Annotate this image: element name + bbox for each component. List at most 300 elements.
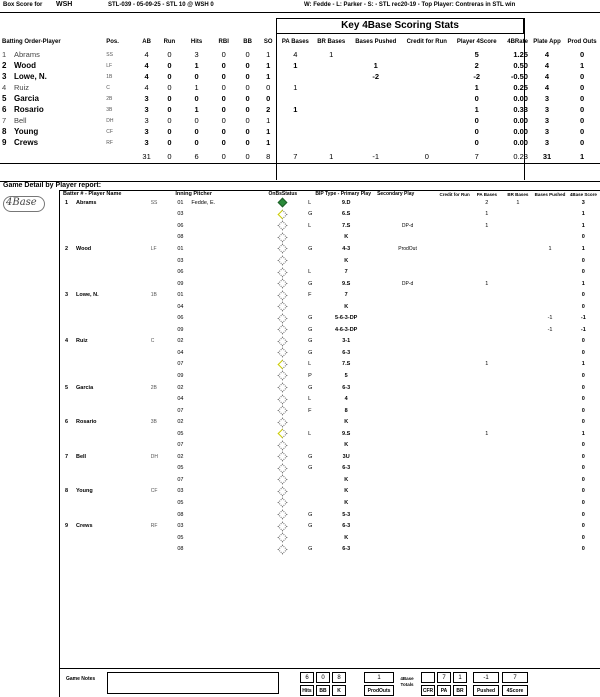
box-cell-cfr (402, 115, 452, 126)
detail-row (60, 393, 600, 405)
detail-pa (471, 520, 502, 532)
detail-play: 7 (344, 269, 348, 276)
player-name-text: Bell (14, 116, 27, 125)
box-cell-so: 1 (266, 138, 271, 147)
detail-sec: DP-d (401, 280, 414, 287)
detail-bip: G (308, 465, 313, 472)
inning-num: 03 (177, 523, 184, 530)
batting-order: 1 (2, 50, 7, 59)
totals-label: 4Base Totals (400, 676, 414, 687)
detail-cfr (438, 416, 471, 428)
detail-batter (60, 359, 149, 371)
detail-bip: L (308, 222, 312, 229)
detail-row (60, 416, 600, 428)
box-cell-pos: SS (106, 51, 113, 58)
detail-play: 3-1 (342, 338, 351, 345)
detail-br (502, 405, 533, 417)
box-cell-rbi: 0 (221, 127, 226, 136)
detail-pa (471, 255, 502, 267)
detail-br (502, 347, 533, 359)
box-cell-br (313, 126, 350, 137)
detail-batter (60, 405, 149, 417)
detail-play: 6.S (342, 211, 351, 218)
box-score-row (0, 71, 600, 82)
box-col-10: Bases Pushed (355, 39, 397, 45)
onbase-status (260, 301, 307, 313)
box-cell-pos: CF (106, 128, 113, 135)
inning-num: 02 (177, 384, 184, 391)
score-label: 4Score (502, 685, 528, 696)
box-col-12: Player 4Score (456, 39, 497, 45)
box-cell-cfr (402, 126, 452, 137)
onbase-status (260, 532, 307, 544)
detail-row (60, 532, 600, 544)
detail-sec (377, 209, 438, 221)
box-col-11: Credit for Run (406, 39, 447, 45)
base-diamond-icon (278, 232, 288, 242)
detail-pa (471, 232, 502, 244)
detail-pos (149, 405, 176, 417)
col-br: BR Bases (507, 191, 529, 197)
detail-inning (175, 532, 259, 544)
detail-cfr (438, 393, 471, 405)
box-cell-rbi: 0 (221, 138, 226, 147)
detail-cfr (438, 347, 471, 359)
inning-num: 03 (177, 211, 184, 218)
inning-num: 09 (177, 372, 184, 379)
box-cell-h: 1 (194, 83, 199, 92)
detail-batter (60, 255, 149, 267)
detail-batter (60, 266, 149, 278)
detail-pa (471, 451, 502, 463)
detail-bip: L (308, 396, 312, 403)
box-cell-bb: 0 (245, 105, 250, 114)
box-cell-ab: 3 (144, 105, 149, 114)
box-cell-rate: 0.00 (513, 138, 528, 147)
single-diamond-icon (278, 209, 288, 219)
detail-br (502, 324, 533, 336)
box-cell-so: 0 (266, 83, 271, 92)
detail-sec (377, 486, 438, 498)
detail-bip (306, 416, 315, 428)
base-diamond-icon (278, 336, 288, 346)
score-total: 7 (502, 672, 528, 683)
inning-num: 01 (177, 245, 184, 252)
detail-batter-name: Young (76, 488, 93, 495)
detail-row (60, 243, 600, 255)
game-notes-field[interactable] (107, 672, 279, 694)
pushed-total: -1 (473, 672, 499, 683)
onbase-status (260, 543, 307, 555)
onbase-status (260, 486, 307, 498)
detail-score: 1 (581, 211, 585, 218)
detail-pa (471, 474, 502, 486)
detail-sec (377, 543, 438, 555)
box-cell-r: 0 (167, 105, 172, 114)
player-name (0, 82, 104, 93)
detail-pa (471, 509, 502, 521)
box-cell-score: 0 (474, 127, 479, 136)
detail-bip (306, 439, 315, 451)
box-cell-r: 0 (167, 72, 172, 81)
single-diamond-icon (278, 429, 288, 439)
box-cell-pa: 1 (293, 105, 298, 114)
detail-bip: G (308, 245, 313, 252)
detail-push (533, 509, 566, 521)
detail-batter (60, 336, 149, 348)
inning-num: 04 (177, 396, 184, 403)
box-cell-po: 1 (579, 61, 585, 70)
detail-push (533, 370, 566, 382)
detail-inning (175, 312, 259, 324)
detail-row (60, 509, 600, 521)
detail-sec (377, 405, 438, 417)
game-detail-table (60, 191, 600, 555)
box-cell-pos: DH (106, 117, 114, 124)
detail-row (60, 336, 600, 348)
total-r: 0 (167, 152, 172, 161)
total-cfr: 0 (424, 152, 429, 161)
col-bip: BIP Type - Primary Play (315, 191, 371, 197)
box-cell-score: 0 (474, 94, 479, 103)
box-score-row (0, 49, 600, 60)
onbase-status (260, 439, 307, 451)
detail-batter (60, 393, 149, 405)
detail-play: K (344, 419, 349, 426)
player-name (0, 93, 104, 104)
detail-pa (471, 370, 502, 382)
base-diamond-icon (278, 371, 288, 381)
box-cell-app: 3 (544, 116, 550, 125)
detail-row (60, 486, 600, 498)
detail-push (533, 474, 566, 486)
box-cell-h: 0 (194, 138, 199, 147)
detail-score: 0 (581, 453, 585, 460)
batting-order: 2 (2, 61, 7, 70)
box-score-row (0, 104, 600, 115)
col-pushed: Bases Pushed (534, 191, 566, 197)
k-label: K (332, 685, 346, 696)
detail-batter (60, 382, 149, 394)
detail-push (533, 532, 566, 544)
box-cell-rbi: 0 (221, 83, 226, 92)
detail-inning (175, 209, 259, 221)
detail-inning (175, 301, 259, 313)
box-score-table (0, 35, 600, 165)
box-cell-h: 0 (194, 94, 199, 103)
detail-pos (149, 266, 176, 278)
box-cell-po: 0 (579, 127, 585, 136)
detail-bip: G (308, 211, 313, 218)
detail-bip (306, 532, 315, 544)
box-cell-bb: 0 (245, 50, 250, 59)
box-cell-pa: 4 (293, 50, 298, 59)
detail-push (533, 543, 566, 555)
base-diamond-icon (278, 440, 288, 450)
box-cell-so: 1 (266, 72, 271, 81)
detail-cfr (438, 359, 471, 371)
detail-cfr (438, 543, 471, 555)
base-diamond-icon (278, 313, 288, 323)
box-cell-bb: 0 (245, 61, 250, 70)
detail-inning (175, 463, 259, 475)
detail-push (533, 428, 566, 440)
detail-cfr (438, 486, 471, 498)
detail-batter (60, 520, 149, 532)
detail-batter (60, 209, 149, 221)
box-cell-so: 1 (266, 116, 271, 125)
onbase-status (260, 474, 307, 486)
detail-score: 3 (581, 199, 585, 206)
detail-pa (471, 416, 502, 428)
detail-pos: CF (150, 488, 158, 495)
detail-inning (175, 232, 259, 244)
onbase-status (260, 451, 307, 463)
detail-cfr (438, 370, 471, 382)
detail-play: 7.S (342, 222, 351, 229)
box-cell-cfr (402, 93, 452, 104)
detail-play: 7 (344, 292, 348, 299)
box-cell-r: 0 (167, 127, 172, 136)
detail-row (60, 370, 600, 382)
box-cell-so: 0 (266, 94, 271, 103)
detail-inning (175, 486, 259, 498)
player-name (0, 104, 104, 115)
detail-batter (60, 312, 149, 324)
box-cell-so: 1 (266, 61, 271, 70)
detail-batter (60, 220, 149, 232)
detail-row (60, 382, 600, 394)
detail-row (60, 463, 600, 475)
detail-inning (175, 439, 259, 451)
detail-row (60, 324, 600, 336)
onbase-status (260, 336, 307, 348)
box-cell-cfr (402, 60, 452, 71)
logo-text: 4Base (6, 197, 37, 208)
box-cell-pa (278, 93, 313, 104)
detail-play: K (344, 442, 349, 449)
total-po: 1 (579, 152, 585, 161)
box-col-3: Run (163, 39, 176, 45)
cfr-label: CFR (421, 685, 435, 696)
detail-score: 0 (581, 396, 585, 403)
box-col-9: BR Bases (317, 39, 346, 45)
total-bb: 0 (245, 152, 250, 161)
detail-bip (306, 497, 315, 509)
detail-play: 9.S (342, 280, 351, 287)
box-cell-br (313, 104, 350, 115)
detail-batter-num: 2 (65, 245, 69, 252)
box-cell-po: 0 (579, 116, 585, 125)
detail-score: 0 (581, 257, 585, 264)
detail-br (502, 209, 533, 221)
box-cell-app: 3 (544, 105, 550, 114)
box-score-row (0, 82, 600, 93)
bb-label: BB (316, 685, 330, 696)
box-cell-po: 0 (579, 83, 585, 92)
detail-pa (471, 486, 502, 498)
detail-batter (60, 324, 149, 336)
onbase-status (260, 347, 307, 359)
detail-cfr (438, 509, 471, 521)
detail-inning (175, 278, 259, 290)
col-secondary: Secondary Play (377, 191, 415, 197)
box-cell-ab: 4 (144, 72, 149, 81)
detail-inning (175, 393, 259, 405)
detail-bip: G (308, 326, 313, 333)
box-cell-r: 0 (167, 50, 172, 59)
detail-pos (149, 439, 176, 451)
detail-batter (60, 289, 149, 301)
detail-pos (149, 393, 176, 405)
detail-br (502, 428, 533, 440)
detail-score: 0 (581, 488, 585, 495)
detail-score: 0 (581, 523, 585, 530)
base-diamond-icon (278, 383, 288, 393)
detail-cfr (438, 382, 471, 394)
detail-bip: F (308, 292, 312, 299)
detail-batter (60, 474, 149, 486)
batting-order: 7 (2, 116, 7, 125)
total-app: 31 (542, 152, 552, 161)
box-cell-rate: 0.00 (513, 116, 528, 125)
detail-inning (175, 347, 259, 359)
batting-order: 5 (2, 94, 7, 103)
detail-batter (60, 439, 149, 451)
game-notes-label: Game Notes (66, 676, 96, 682)
detail-row (60, 197, 600, 209)
inning-num: 07 (177, 442, 184, 449)
detail-play: 5-3 (342, 511, 351, 518)
detail-push (533, 359, 566, 371)
detail-push (533, 266, 566, 278)
detail-pos (149, 232, 176, 244)
onbase-status (260, 209, 307, 221)
detail-batter-num: 6 (65, 419, 69, 426)
batting-order: 4 (2, 83, 7, 92)
base-diamond-icon (278, 221, 288, 231)
inning-num: 05 (177, 534, 184, 541)
detail-row (60, 347, 600, 359)
detail-sec (377, 393, 438, 405)
detail-br (502, 451, 533, 463)
detail-sec (377, 370, 438, 382)
detail-score: 1 (581, 222, 585, 229)
detail-score: 0 (581, 546, 585, 553)
detail-score: 0 (581, 338, 585, 345)
base-diamond-icon (278, 521, 288, 531)
onbase-status (260, 324, 307, 336)
prodouts-total: 1 (364, 672, 394, 683)
detail-play: 6-3 (342, 546, 351, 553)
detail-br (502, 439, 533, 451)
detail-cfr (438, 255, 471, 267)
box-cell-ab: 4 (144, 50, 149, 59)
detail-inning (175, 520, 259, 532)
detail-batter-num: 7 (65, 453, 69, 460)
box-col-8: PA Bases (281, 39, 309, 45)
inning-num: 05 (177, 430, 184, 437)
detail-play: 3U (342, 453, 350, 460)
box-cell-app: 4 (544, 83, 550, 92)
detail-sec (377, 509, 438, 521)
detail-score: -1 (580, 326, 586, 333)
box-cell-rate: 0.00 (513, 94, 528, 103)
onbase-status (260, 393, 307, 405)
detail-pos (149, 278, 176, 290)
detail-batter-num: 4 (65, 338, 69, 345)
onbase-status (260, 463, 307, 475)
home-run-diamond-icon (278, 198, 288, 208)
detail-bip: G (308, 453, 313, 460)
box-cell-br (313, 115, 350, 126)
detail-row (60, 232, 600, 244)
inning-num: 07 (177, 407, 184, 414)
detail-sec (377, 474, 438, 486)
detail-row (60, 451, 600, 463)
detail-sec (377, 301, 438, 313)
detail-score: 1 (581, 430, 585, 437)
hits-label: Hits (300, 685, 314, 696)
box-cell-br (313, 60, 350, 71)
inning-num: 02 (177, 419, 184, 426)
box-col-7: SO (263, 39, 273, 45)
detail-sec (377, 428, 438, 440)
detail-push (533, 278, 566, 290)
bb-total: 0 (316, 672, 330, 683)
prodouts-label: ProdOuts (364, 685, 394, 696)
detail-score: 0 (581, 442, 585, 449)
box-cell-push: -2 (372, 72, 380, 81)
detail-br (502, 497, 533, 509)
box-col-5: RBI (218, 39, 229, 45)
detail-br (502, 543, 533, 555)
inning-num: 04 (177, 303, 184, 310)
box-cell-rate: 0.00 (513, 127, 528, 136)
detail-bip: F (308, 407, 312, 414)
box-cell-h: 1 (194, 105, 199, 114)
box-cell-po: 0 (579, 94, 585, 103)
box-cell-rate: 0.50 (513, 61, 528, 70)
detail-batter-name: Crews (76, 523, 93, 530)
detail-push (533, 197, 566, 209)
box-cell-push (350, 104, 402, 115)
detail-cfr (438, 324, 471, 336)
box-score-label: Box Score for (3, 2, 43, 8)
detail-play: K (344, 257, 349, 264)
detail-push (533, 255, 566, 267)
box-cell-r: 0 (167, 94, 172, 103)
detail-score: 0 (581, 372, 585, 379)
detail-sec (377, 324, 438, 336)
col-cfr: Credit for Run (439, 191, 470, 197)
detail-batter (60, 370, 149, 382)
detail-row (60, 312, 600, 324)
detail-bip: G (308, 280, 313, 287)
onbase-status (260, 520, 307, 532)
box-cell-rate: 0.25 (513, 83, 528, 92)
detail-play: K (344, 488, 349, 495)
box-col-14: Plate App (533, 39, 561, 45)
box-cell-ab: 3 (144, 138, 149, 147)
detail-push (533, 382, 566, 394)
onbase-status (260, 312, 307, 324)
onbase-status (260, 497, 307, 509)
base-diamond-icon (278, 244, 288, 254)
detail-pos (149, 543, 176, 555)
onbase-status (260, 289, 307, 301)
box-cell-pos: LF (106, 62, 113, 69)
